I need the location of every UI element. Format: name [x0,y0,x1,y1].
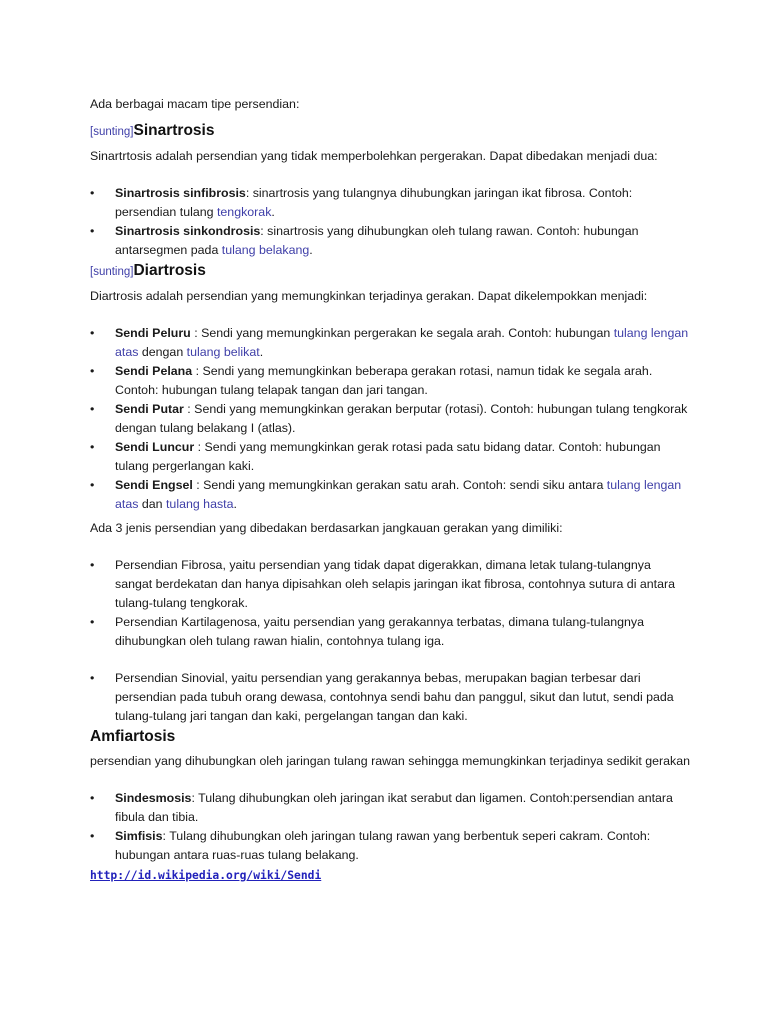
link-tulang-belakang[interactable]: tulang belakang [221,243,310,257]
term: Sendi Putar [115,402,184,416]
diartrosis-heading: Diartrosis [133,262,206,279]
sinartrosis-heading-line [90,120,690,143]
term: Simfisis [115,829,163,843]
term: Sindesmosis [115,791,192,805]
term: Sendi Engsel [115,478,193,492]
jenis-list-continued [90,669,690,726]
link-tengkorak[interactable]: tengkorak [216,205,272,219]
list-item: • Sinartrosis sinkondrosis: sinartrosis yang dihubungkan oleh tulang rawan. Contoh: hubungan antarsegmen pada tulang belakang. [90,222,690,260]
jenis-list [90,556,690,651]
document-page [90,95,690,885]
term: Sinartrosis sinfibrosis [115,186,246,200]
list-item: • Sinartrosis sinfibrosis: sinartrosis yang tulangnya dihubungkan jaringan ikat fibrosa. Contoh: persendian tulang tengkorak. [90,184,690,222]
amfiartosis-heading-line [90,726,690,748]
term: Sendi Peluru [115,326,191,340]
intro-text: Ada berbagai macam tipe persendian: [90,97,300,111]
term: Sinartrosis sinkondrosis [115,224,261,238]
diartrosis-description: Diartrosis adalah persendian yang memungkinkan terjadinya gerakan. Dapat dikelempokkan menjadi: [90,289,648,303]
list-item: • Sindesmosis: Tulang dihubungkan oleh jaringan ikat serabut dan ligamen. Contoh:persendian antara fibula dan tibia. [90,789,690,827]
edit-link-sinartrosis[interactable]: [sunting] [90,126,134,138]
diartrosis-heading-line [90,260,690,283]
list-item: • Sendi Engsel : Sendi yang memungkinkan gerakan satu arah. Contoh: sendi siku antara tulang lengan atas dan tulang hasta. [90,476,690,514]
link-tulang-lengan-atas[interactable]: tulang lengan atas [115,326,689,359]
source-url-link[interactable]: http://id.wikipedia.org/wiki/Sendi [90,869,322,882]
term: Sendi Pelana [115,364,193,378]
jenis-description: Ada 3 jenis persendian yang dibedakan berdasarkan jangkauan gerakan yang dimiliki: [90,521,563,535]
amfiartosis-list [90,789,690,865]
edit-link-diartrosis[interactable]: [sunting] [90,266,134,278]
link-tulang-belikat[interactable]: tulang belikat [186,345,260,359]
amfiartosis-heading: Amfiartosis [90,728,176,745]
amfiartosis-description: persendian yang dihubungkan oleh jaringan tulang rawan sehingga memungkinkan terjadinya sedikit gerakan [90,754,690,768]
list-item: • Sendi Putar : Sendi yang memungkinkan gerakan berputar (rotasi). Contoh: hubungan tulang tengkorak dengan tulang belakang I (atlas). [90,400,690,438]
term: Sendi Luncur [115,440,195,454]
list-item: • Persendian Fibrosa, yaitu persendian yang tidak dapat digerakkan, dimana letak tulang-tulangnya sangat berdekatan dan hanya dipisahkan oleh selapis jaringan ikat fibrosa, contohnya sutura di antara tulang-tulang tengkorak. [90,556,690,613]
list-item: • Persendian Kartilagenosa, yaitu persendian yang gerakannya terbatas, dimana tulang-tulangnya dihubungkan oleh tulang rawan hialin, contohnya tulang iga. [90,613,690,651]
diartrosis-list [90,324,690,514]
list-item: • Simfisis: Tulang dihubungkan oleh jaringan tulang rawan yang berbentuk seperi cakram. Contoh: hubungan antara ruas-ruas tulang belakang. [90,827,690,865]
sinartrosis-description: Sinartrtosis adalah persendian yang tidak memperbolehkan pergerakan. Dapat dibedakan menjadi dua: [90,149,658,163]
list-item: • Persendian Sinovial, yaitu persendian yang gerakannya bebas, merupakan bagian terbesar dari persendian pada tubuh orang dewasa, contohnya sendi bahu dan panggul, sikut dan lutut, sendi pada tulang-tulang jari tangan dan kaki, pergelangan tangan dan kaki. [90,669,690,726]
sinartrosis-heading: Sinartrosis [133,122,215,139]
link-tulang-lengan-atas[interactable]: tulang lengan atas [115,478,682,511]
link-tulang-hasta[interactable]: tulang hasta [165,497,234,511]
sinartrosis-list [90,184,690,260]
list-item: • Sendi Peluru : Sendi yang memungkinkan pergerakan ke segala arah. Contoh: hubungan tulang lengan atas dengan tulang belikat. [90,324,690,362]
list-item: • Sendi Pelana : Sendi yang memungkinkan beberapa gerakan rotasi, namun tidak ke segala arah. Contoh: hubungan tulang telapak tangan dan jari tangan. [90,362,690,400]
list-item: • Sendi Luncur : Sendi yang memungkinkan gerak rotasi pada satu bidang datar. Contoh: hubungan tulang pergerlangan kaki. [90,438,690,476]
